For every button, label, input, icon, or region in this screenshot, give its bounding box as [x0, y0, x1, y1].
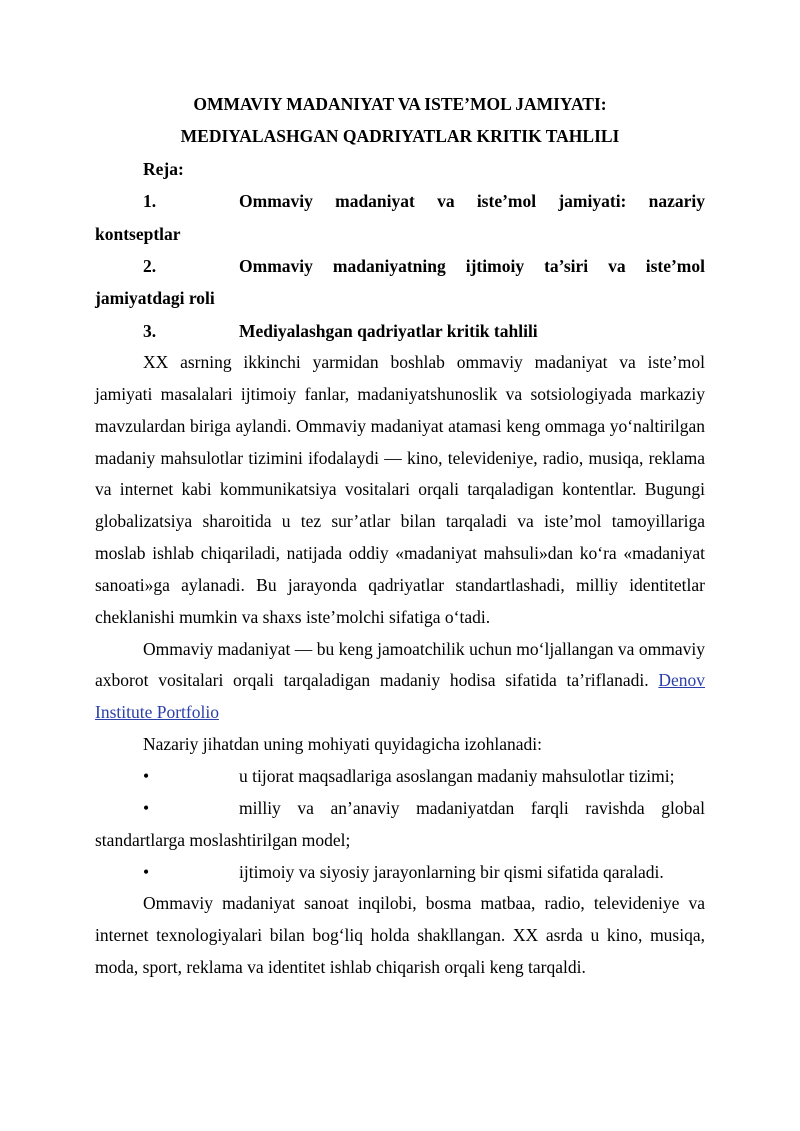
plan-item-1	[95, 185, 705, 250]
paragraph-2-text: Ommaviy madaniyat — bu keng jamoatchilik uchun mo‘ljallangan va ommaviy axborot vositalari orqali tarqaladigan madaniy hodisa sifatida ta’riflanadi.	[95, 638, 705, 691]
bullet-glyph-icon: •	[143, 861, 150, 882]
denov-institute-portfolio-link[interactable]: Denov Institute Portfolio	[95, 670, 705, 723]
bullet-glyph-icon: •	[143, 765, 150, 786]
paragraph-4: Ommaviy madaniyat sanoat inqilobi, bosma matbaa, radio, televideniye va internet texnologiyalari bilan bog‘liq holda shakllangan. XX asrda u kino, musiqa, moda, sport, reklama va identitet ishlab chiqarish orqali keng tarqaldi.	[95, 893, 705, 978]
plan-item-3-number: 3.	[143, 320, 157, 341]
plan-item-3	[95, 315, 705, 347]
paragraph-2	[95, 634, 705, 730]
bullet-item-3-text: ijtimoiy va siyosiy jarayonlarning bir qismi sifatida qaraladi.	[239, 861, 664, 882]
bullet-item-1	[95, 761, 705, 793]
document-body	[95, 88, 705, 984]
paragraph-1: XX asrning ikkinchi yarmidan boshlab ommaviy madaniyat va iste’mol jamiyati masalalari ijtimoiy fanlar, madaniyatshunoslik va sotsiologiyada markaziy mavzulardan biriga aylandi. Ommaviy madaniyat atamasi keng ommaga yo‘naltirilgan madaniy mahsulotlar tizimini ifodalaydi — kino, televideniye, radio, musiqa, reklama va internet kabi kommunikatsiya vositalari orqali tarqaladigan kontentlar. Bugungi globalizatsiya sharoitida u tez sur’atlar bilan tarqaladi va iste’mol tamoyillariga moslab ishlab chiqariladi, natijada oddiy «madaniyat mahsuli»dan ko‘ra «madaniyat sanoati»ga aylanadi. Bu jarayonda qadriyatlar standartlashadi, milliy identitetlar cheklanishi mumkin va shaxs iste’molchi sifatiga o‘tadi.	[95, 352, 705, 627]
plan-item-1-text: Ommaviy madaniyat va iste’mol jamiyati: nazariy kontseptlar	[95, 191, 705, 244]
plan-heading: Reja:	[143, 158, 184, 179]
document-title-line-2: MEDIYALASHGAN QADRIYATLAR KRITIK TAHLILI	[180, 126, 620, 147]
bullet-glyph-icon: •	[143, 797, 150, 818]
plan-item-2-text: Ommaviy madaniyatning ijtimoiy ta’siri va iste’mol jamiyatdagi roli	[95, 255, 705, 309]
document-title-line-1: OMMAVIY MADANIYAT VA ISTE’MOL JAMIYATI:	[193, 94, 607, 114]
bullet-item-3	[95, 857, 705, 889]
bullet-item-1-text: u tijorat maqsadlariga asoslangan madaniy mahsulotlar tizimi;	[239, 765, 675, 786]
bullet-item-2	[95, 793, 705, 857]
plan-item-1-number: 1.	[143, 191, 157, 212]
plan-item-2-number: 2.	[143, 255, 157, 276]
paragraph-3: Nazariy jihatdan uning mohiyati quyidagicha izohlanadi:	[143, 734, 542, 755]
bullet-item-2-text: milliy va an’anaviy madaniyatdan farqli ravishda global standartlarga moslashtirilgan model;	[95, 797, 705, 850]
plan-item-3-text: Mediyalashgan qadriyatlar kritik tahlili	[239, 320, 538, 341]
plan-item-2	[95, 250, 705, 315]
